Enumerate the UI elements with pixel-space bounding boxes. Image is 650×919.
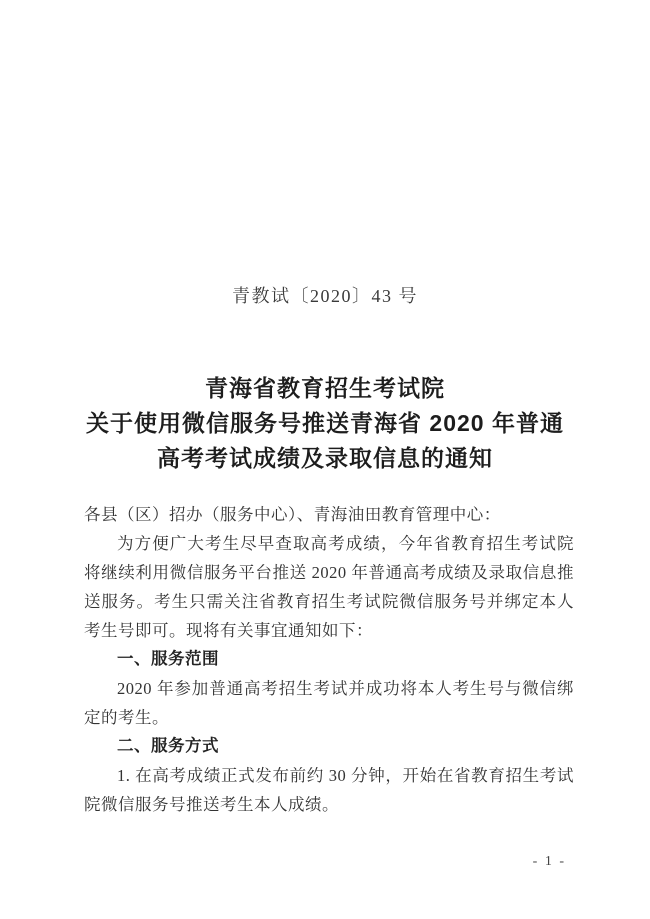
paragraph-scope: 2020 年参加普通高考招生考试并成功将本人考生号与微信绑定的考生。 (84, 679, 574, 727)
doc-number: 青教试〔2020〕43 号 (232, 286, 418, 306)
page-number: - 1 - (532, 854, 566, 869)
salutation: 各县（区）招办（服务中心）、青海油田教育管理中心： (84, 505, 501, 524)
section-heading-1: 一、服务范围 (117, 650, 219, 668)
title-line-3: 高考考试成绩及录取信息的通知 (157, 445, 493, 471)
paragraph-method: 1. 在高考成绩正式发布前约 30 分钟，开始在省教育招生考试院微信服务号推送考生本人成绩。 (84, 766, 574, 814)
document-body (84, 500, 574, 819)
title-line-2: 关于使用微信服务号推送青海省 2020 年普通 (86, 410, 564, 436)
paragraph-intro: 为方便广大考生尽早查取高考成绩，今年省教育招生考试院将继续利用微信服务平台推送 2020 年普通高考成绩及录取信息推送服务。考生只需关注省教育招生考试院微信服务号并绑定本人考生号即可。现将有关事宜通知如下： (84, 534, 574, 640)
title-line-1: 青海省教育招生考试院 (205, 375, 445, 401)
section-heading-2: 二、服务方式 (117, 737, 219, 755)
document-title (0, 371, 650, 476)
